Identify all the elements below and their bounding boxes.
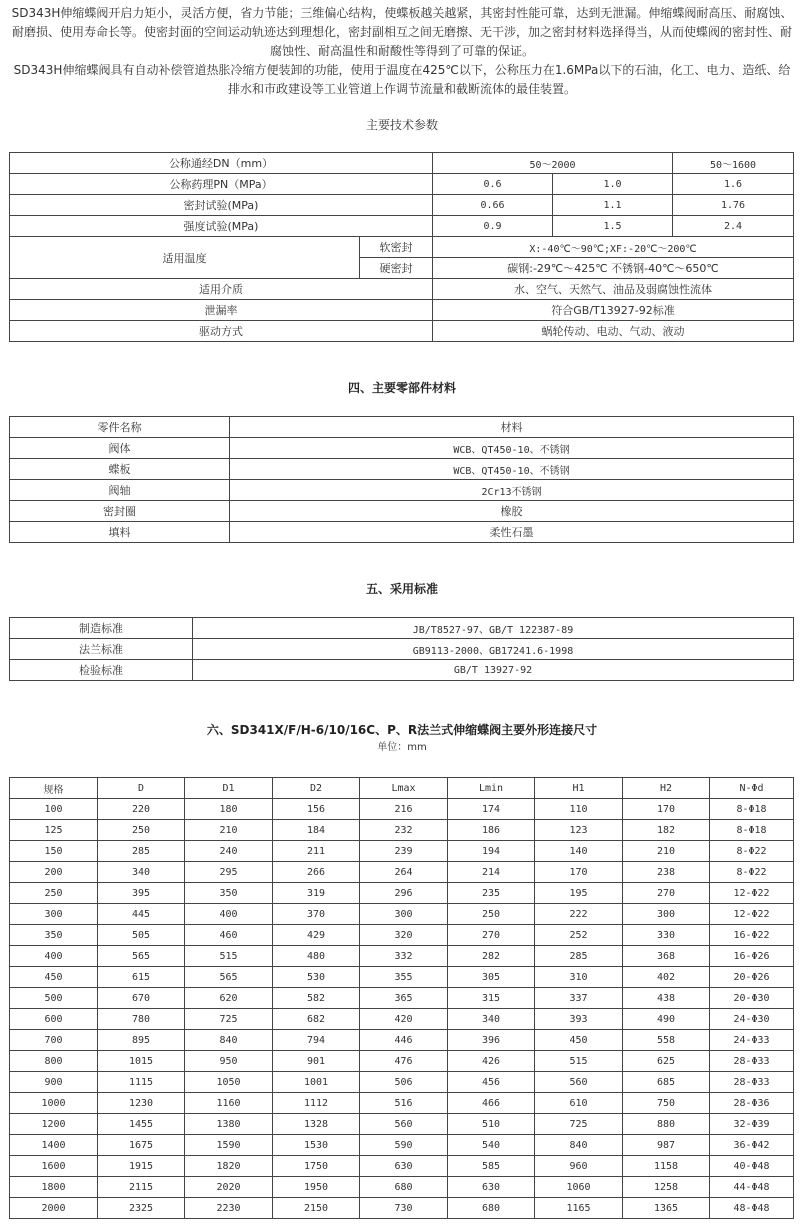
strength-test-value-3: 2.4	[673, 216, 794, 237]
cell-lmin: 174	[448, 799, 535, 820]
cell-bolts: 16-Φ26	[710, 946, 794, 967]
leak-rate-label: 泄漏率	[10, 300, 433, 321]
cell-lmin: 426	[448, 1051, 535, 1072]
cell-h1: 450	[535, 1030, 623, 1051]
header-material: 材料	[230, 417, 794, 438]
cell-lmin: 270	[448, 925, 535, 946]
table-row	[10, 639, 794, 660]
cell-spec: 250	[10, 883, 98, 904]
table-row	[10, 174, 794, 195]
cell-d: 780	[98, 1009, 185, 1030]
cell-h1: 110	[535, 799, 623, 820]
table-row	[10, 279, 794, 300]
cell-h2: 685	[623, 1072, 710, 1093]
header-lmin: Lmin	[448, 778, 535, 799]
cell-h2: 270	[623, 883, 710, 904]
cell-h1: 170	[535, 862, 623, 883]
pn-value-2: 1.0	[553, 174, 673, 195]
pn-value-1: 0.6	[433, 174, 553, 195]
cell-d2: 156	[273, 799, 360, 820]
pn-label: 公称药理PN（MPa）	[10, 174, 433, 195]
cell-lmin: 250	[448, 904, 535, 925]
cell-d: 445	[98, 904, 185, 925]
cell-h1: 285	[535, 946, 623, 967]
cell-d1: 210	[185, 820, 273, 841]
cell-h2: 170	[623, 799, 710, 820]
pn-value-3: 1.6	[673, 174, 794, 195]
cell-lmax: 216	[360, 799, 448, 820]
cell-d1: 565	[185, 967, 273, 988]
standards-table	[9, 617, 794, 681]
seal-test-label: 密封试验(MPa)	[10, 195, 433, 216]
cell-d: 395	[98, 883, 185, 904]
cell-lmax: 300	[360, 904, 448, 925]
cell-h2: 1365	[623, 1198, 710, 1219]
cell-lmin: 282	[448, 946, 535, 967]
cell-d2: 530	[273, 967, 360, 988]
cell-d1: 1380	[185, 1114, 273, 1135]
cell-d2: 184	[273, 820, 360, 841]
cell-bolts: 48-Φ48	[710, 1198, 794, 1219]
temp-label: 适用温度	[10, 237, 360, 279]
cell-lmin: 315	[448, 988, 535, 1009]
table-row	[10, 1198, 794, 1219]
cell-lmin: 214	[448, 862, 535, 883]
cell-h2: 330	[623, 925, 710, 946]
seal-test-value-1: 0.66	[433, 195, 553, 216]
header-d1: D1	[185, 778, 273, 799]
cell-bolts: 28-Φ33	[710, 1072, 794, 1093]
cell-d1: 1050	[185, 1072, 273, 1093]
cell-d1: 2020	[185, 1177, 273, 1198]
dimensions-body	[10, 799, 794, 1219]
table-row	[10, 522, 794, 543]
soft-seal-label: 软密封	[360, 237, 433, 258]
table-row	[10, 501, 794, 522]
table-row	[10, 820, 794, 841]
table-row	[10, 1051, 794, 1072]
table-row	[10, 946, 794, 967]
table-row	[10, 321, 794, 342]
cell-d1: 725	[185, 1009, 273, 1030]
cell-spec: 800	[10, 1051, 98, 1072]
cell-lmax: 355	[360, 967, 448, 988]
cell-h2: 1158	[623, 1156, 710, 1177]
cell-lmax: 446	[360, 1030, 448, 1051]
cell-lmax: 476	[360, 1051, 448, 1072]
part-material: WCB、QT450-10、不锈钢	[230, 438, 794, 459]
cell-lmax: 506	[360, 1072, 448, 1093]
cell-bolts: 24-Φ30	[710, 1009, 794, 1030]
header-d: D	[98, 778, 185, 799]
cell-bolts: 24-Φ33	[710, 1030, 794, 1051]
cell-lmax: 332	[360, 946, 448, 967]
medium-label: 适用介质	[10, 279, 433, 300]
cell-bolts: 8-Φ18	[710, 820, 794, 841]
header-part-name: 零件名称	[10, 417, 230, 438]
cell-d2: 794	[273, 1030, 360, 1051]
cell-lmax: 264	[360, 862, 448, 883]
cell-spec: 350	[10, 925, 98, 946]
cell-d2: 370	[273, 904, 360, 925]
dn-value-2: 50～1600	[673, 153, 794, 174]
table-row	[10, 195, 794, 216]
standard-label: 制造标准	[10, 618, 193, 639]
cell-spec: 200	[10, 862, 98, 883]
cell-lmin: 456	[448, 1072, 535, 1093]
drive-label: 驱动方式	[10, 321, 433, 342]
cell-d2: 1750	[273, 1156, 360, 1177]
cell-lmax: 730	[360, 1198, 448, 1219]
table-row	[10, 883, 794, 904]
part-material: 柔性石墨	[230, 522, 794, 543]
hard-seal-value: 碳钢:-29℃～425℃ 不锈钢-40℃～650℃	[433, 258, 794, 279]
table-row	[10, 1030, 794, 1051]
table-row	[10, 1114, 794, 1135]
part-material: 2Cr13不锈钢	[230, 480, 794, 501]
table-row	[10, 799, 794, 820]
cell-d1: 1820	[185, 1156, 273, 1177]
standard-value: GB9113-2000、GB17241.6-1998	[193, 639, 794, 660]
table-row	[10, 1072, 794, 1093]
header-spec: 规格	[10, 778, 98, 799]
cell-d: 250	[98, 820, 185, 841]
standard-label: 检验标准	[10, 660, 193, 681]
drive-value: 蜗轮传动、电动、气动、液动	[433, 321, 794, 342]
cell-lmax: 296	[360, 883, 448, 904]
soft-seal-value: X:-40℃～90℃;XF:-20℃～200℃	[433, 237, 794, 258]
cell-d: 1115	[98, 1072, 185, 1093]
table-row	[10, 1156, 794, 1177]
cell-h2: 210	[623, 841, 710, 862]
cell-bolts: 8-Φ18	[710, 799, 794, 820]
cell-d1: 295	[185, 862, 273, 883]
cell-d2: 1328	[273, 1114, 360, 1135]
cell-bolts: 32-Φ39	[710, 1114, 794, 1135]
cell-spec: 400	[10, 946, 98, 967]
cell-h1: 337	[535, 988, 623, 1009]
cell-d2: 901	[273, 1051, 360, 1072]
cell-d1: 2230	[185, 1198, 273, 1219]
cell-d1: 1160	[185, 1093, 273, 1114]
cell-h2: 750	[623, 1093, 710, 1114]
header-d2: D2	[273, 778, 360, 799]
cell-d2: 1001	[273, 1072, 360, 1093]
cell-lmin: 235	[448, 883, 535, 904]
table-row	[10, 988, 794, 1009]
table-row	[10, 480, 794, 501]
cell-h2: 490	[623, 1009, 710, 1030]
standard-value: JB/T8527-97、GB/T 122387-89	[193, 618, 794, 639]
cell-d1: 620	[185, 988, 273, 1009]
cell-h2: 368	[623, 946, 710, 967]
table-row	[10, 300, 794, 321]
cell-d2: 2150	[273, 1198, 360, 1219]
cell-d2: 319	[273, 883, 360, 904]
cell-d1: 460	[185, 925, 273, 946]
cell-lmax: 630	[360, 1156, 448, 1177]
cell-lmax: 365	[360, 988, 448, 1009]
part-name: 填料	[10, 522, 230, 543]
table-row	[10, 618, 794, 639]
cell-h1: 840	[535, 1135, 623, 1156]
cell-d2: 1950	[273, 1177, 360, 1198]
cell-h2: 402	[623, 967, 710, 988]
standard-value: GB/T 13927-92	[193, 660, 794, 681]
header-lmax: Lmax	[360, 778, 448, 799]
cell-bolts: 28-Φ36	[710, 1093, 794, 1114]
cell-lmax: 590	[360, 1135, 448, 1156]
dimensions-title: 六、SD341X/F/H-6/10/16C、P、R法兰式伸缩蝶阀主要外形连接尺寸	[206, 723, 598, 737]
cell-spec: 1000	[10, 1093, 98, 1114]
cell-lmin: 305	[448, 967, 535, 988]
cell-h2: 182	[623, 820, 710, 841]
cell-d: 1455	[98, 1114, 185, 1135]
table-row	[10, 904, 794, 925]
cell-d2: 682	[273, 1009, 360, 1030]
table-row	[10, 459, 794, 480]
table-row	[10, 237, 794, 258]
cell-h1: 725	[535, 1114, 623, 1135]
cell-d1: 180	[185, 799, 273, 820]
cell-d2: 211	[273, 841, 360, 862]
cell-d: 2115	[98, 1177, 185, 1198]
cell-d2: 1530	[273, 1135, 360, 1156]
cell-d2: 429	[273, 925, 360, 946]
hard-seal-label: 硬密封	[360, 258, 433, 279]
standard-label: 法兰标准	[10, 639, 193, 660]
cell-d: 565	[98, 946, 185, 967]
part-name: 阀轴	[10, 480, 230, 501]
table-row	[10, 841, 794, 862]
cell-lmin: 186	[448, 820, 535, 841]
cell-lmin: 194	[448, 841, 535, 862]
standards-title: 五、采用标准	[365, 582, 438, 596]
cell-h1: 123	[535, 820, 623, 841]
cell-lmax: 320	[360, 925, 448, 946]
cell-spec: 1200	[10, 1114, 98, 1135]
part-name: 蝶板	[10, 459, 230, 480]
table-row	[10, 862, 794, 883]
cell-lmin: 510	[448, 1114, 535, 1135]
cell-h2: 238	[623, 862, 710, 883]
table-row	[10, 153, 794, 174]
cell-d: 340	[98, 862, 185, 883]
cell-d1: 240	[185, 841, 273, 862]
cell-d: 1015	[98, 1051, 185, 1072]
cell-d: 615	[98, 967, 185, 988]
cell-bolts: 36-Φ42	[710, 1135, 794, 1156]
cell-lmin: 340	[448, 1009, 535, 1030]
cell-d2: 582	[273, 988, 360, 1009]
cell-h2: 300	[623, 904, 710, 925]
cell-bolts: 40-Φ48	[710, 1156, 794, 1177]
cell-h1: 393	[535, 1009, 623, 1030]
header-bolts: N-Φd	[710, 778, 794, 799]
materials-table	[9, 416, 794, 543]
cell-d: 670	[98, 988, 185, 1009]
cell-lmin: 680	[448, 1198, 535, 1219]
strength-test-value-2: 1.5	[553, 216, 673, 237]
cell-d2: 480	[273, 946, 360, 967]
tech-params-title: 主要技术参数	[365, 118, 438, 132]
strength-test-label: 强度试验(MPa)	[10, 216, 433, 237]
header-h1: H1	[535, 778, 623, 799]
dn-label: 公称通经DN（mm）	[10, 153, 433, 174]
cell-lmax: 232	[360, 820, 448, 841]
cell-d: 220	[98, 799, 185, 820]
intro-paragraph-2: SD343H伸缩蝶阀具有自动补偿管道热胀冷缩方便装卸的功能，使用于温度在425℃以下，公称压力在1.6MPa以下的石油，化工、电力、造纸、给排水和市政建设等工业管道上作调节流量和截断流体的最佳装置。	[13, 63, 791, 96]
cell-h1: 560	[535, 1072, 623, 1093]
cell-d: 2325	[98, 1198, 185, 1219]
cell-spec: 1800	[10, 1177, 98, 1198]
cell-bolts: 12-Φ22	[710, 883, 794, 904]
cell-bolts: 20-Φ30	[710, 988, 794, 1009]
seal-test-value-2: 1.1	[553, 195, 673, 216]
part-name: 阀体	[10, 438, 230, 459]
header-h2: H2	[623, 778, 710, 799]
cell-h1: 222	[535, 904, 623, 925]
cell-h2: 438	[623, 988, 710, 1009]
table-row	[10, 216, 794, 237]
cell-lmin: 630	[448, 1177, 535, 1198]
cell-h1: 195	[535, 883, 623, 904]
part-material: 橡胶	[230, 501, 794, 522]
cell-spec: 125	[10, 820, 98, 841]
cell-spec: 100	[10, 799, 98, 820]
table-row	[10, 1177, 794, 1198]
cell-h1: 140	[535, 841, 623, 862]
dn-value-1: 50～2000	[433, 153, 673, 174]
materials-title: 四、主要零部件材料	[347, 381, 456, 395]
cell-d: 1675	[98, 1135, 185, 1156]
cell-lmin: 585	[448, 1156, 535, 1177]
cell-spec: 300	[10, 904, 98, 925]
table-header-row	[10, 417, 794, 438]
cell-lmax: 516	[360, 1093, 448, 1114]
cell-d: 1915	[98, 1156, 185, 1177]
cell-d1: 400	[185, 904, 273, 925]
cell-lmax: 420	[360, 1009, 448, 1030]
cell-h1: 1060	[535, 1177, 623, 1198]
cell-d: 505	[98, 925, 185, 946]
cell-h2: 1258	[623, 1177, 710, 1198]
table-row	[10, 438, 794, 459]
strength-test-value-1: 0.9	[433, 216, 553, 237]
cell-d1: 950	[185, 1051, 273, 1072]
cell-bolts: 8-Φ22	[710, 841, 794, 862]
cell-h2: 987	[623, 1135, 710, 1156]
cell-bolts: 28-Φ33	[710, 1051, 794, 1072]
cell-lmax: 560	[360, 1114, 448, 1135]
seal-test-value-3: 1.76	[673, 195, 794, 216]
cell-bolts: 44-Φ48	[710, 1177, 794, 1198]
tech-params-table	[9, 152, 794, 342]
part-name: 密封圈	[10, 501, 230, 522]
cell-spec: 600	[10, 1009, 98, 1030]
cell-spec: 2000	[10, 1198, 98, 1219]
dimensions-table	[9, 777, 794, 1219]
cell-h1: 610	[535, 1093, 623, 1114]
table-row	[10, 1093, 794, 1114]
cell-d: 285	[98, 841, 185, 862]
table-row	[10, 1009, 794, 1030]
cell-spec: 500	[10, 988, 98, 1009]
cell-lmin: 466	[448, 1093, 535, 1114]
cell-h2: 880	[623, 1114, 710, 1135]
cell-lmax: 239	[360, 841, 448, 862]
cell-h1: 960	[535, 1156, 623, 1177]
cell-d1: 1590	[185, 1135, 273, 1156]
cell-bolts: 16-Φ22	[710, 925, 794, 946]
unit-note: 单位：mm	[377, 742, 427, 753]
table-row	[10, 925, 794, 946]
cell-bolts: 8-Φ22	[710, 862, 794, 883]
cell-h1: 252	[535, 925, 623, 946]
cell-spec: 1600	[10, 1156, 98, 1177]
cell-h1: 310	[535, 967, 623, 988]
cell-spec: 900	[10, 1072, 98, 1093]
cell-spec: 700	[10, 1030, 98, 1051]
cell-spec: 1400	[10, 1135, 98, 1156]
cell-d1: 840	[185, 1030, 273, 1051]
cell-d1: 515	[185, 946, 273, 967]
cell-d2: 1112	[273, 1093, 360, 1114]
part-material: WCB、QT450-10、不锈钢	[230, 459, 794, 480]
cell-h1: 1165	[535, 1198, 623, 1219]
cell-bolts: 12-Φ22	[710, 904, 794, 925]
table-row	[10, 1135, 794, 1156]
table-header-row	[10, 778, 794, 799]
intro-text	[10, 4, 794, 99]
medium-value: 水、空气、天然气、油品及弱腐蚀性流体	[433, 279, 794, 300]
table-row	[10, 967, 794, 988]
cell-spec: 150	[10, 841, 98, 862]
cell-d: 1230	[98, 1093, 185, 1114]
cell-d: 895	[98, 1030, 185, 1051]
table-row	[10, 660, 794, 681]
cell-d2: 266	[273, 862, 360, 883]
leak-rate-value: 符合GB/T13927-92标准	[433, 300, 794, 321]
cell-h1: 515	[535, 1051, 623, 1072]
cell-h2: 625	[623, 1051, 710, 1072]
cell-lmin: 396	[448, 1030, 535, 1051]
cell-spec: 450	[10, 967, 98, 988]
cell-lmax: 680	[360, 1177, 448, 1198]
cell-lmin: 540	[448, 1135, 535, 1156]
cell-h2: 558	[623, 1030, 710, 1051]
intro-paragraph-1: SD343H伸缩蝶阀开启力矩小，灵活方便，省力节能；三维偏心结构，使蝶板越关越紧，其密封性能可靠，达到无泄漏。伸缩蝶阀耐高压、耐腐蚀、耐磨损、使用寿命长等。使密封面的空间运动轨迹达到理想化，密封副相互之间无磨擦、无干涉，加之密封材料选择得当，从而使蝶阀的密封性、耐腐蚀性、耐高温性和耐酸性等得到了可靠的保证。	[11, 6, 793, 58]
cell-d1: 350	[185, 883, 273, 904]
cell-bolts: 20-Φ26	[710, 967, 794, 988]
